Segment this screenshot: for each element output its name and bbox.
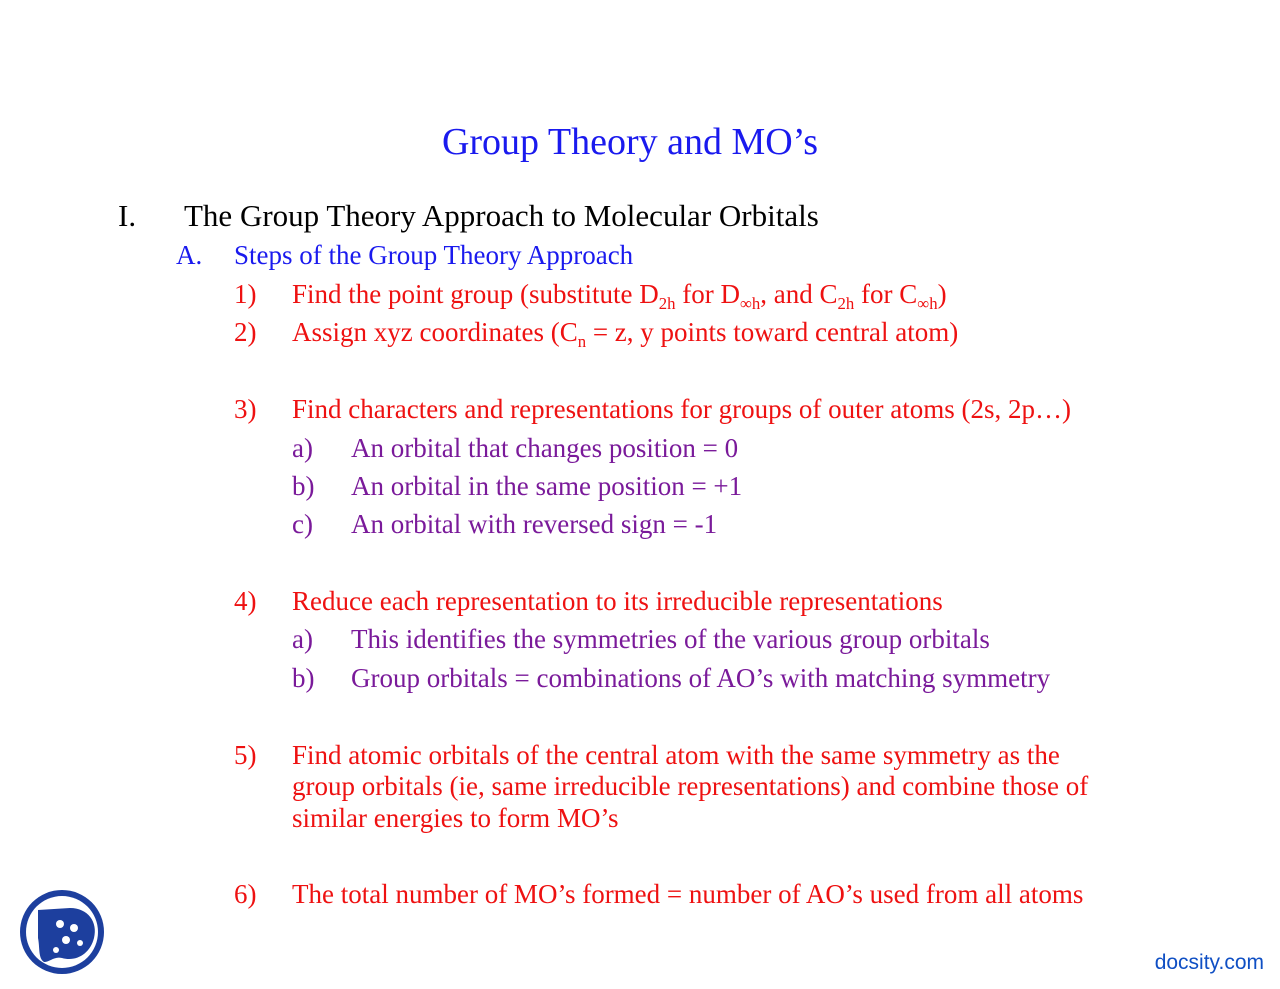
- subsection-letter: A.: [176, 240, 203, 270]
- docsity-brand-link[interactable]: docsity.com: [1154, 951, 1264, 974]
- step-text: Assign xyz coordinates ($C_n = z$, y points toward central atom): [292, 317, 959, 351]
- step-number: 3): [234, 394, 257, 424]
- substep-text: An orbital with reversed sign = -1: [351, 509, 718, 539]
- substep-text: An orbital in the same position = +1: [351, 471, 743, 501]
- substep-letter: b): [292, 471, 315, 501]
- step-text: The total number of MO’s formed = number of AO’s used from all atoms: [292, 879, 1084, 909]
- step-text: Find characters and representations for groups of outer atoms (2s, 2p…): [292, 394, 1072, 424]
- substep-text: Group orbitals = combinations of AO’s with matching symmetry: [351, 663, 1051, 693]
- step-text: Reduce each representation to its irreducible representations: [292, 586, 943, 616]
- step-text-line: Find atomic orbitals of the central atom with the same symmetry as the: [292, 740, 1060, 770]
- step-number: 2): [234, 317, 257, 347]
- step-number: 6): [234, 879, 257, 909]
- substep-letter: a): [292, 433, 313, 463]
- page-title: Group Theory and MO’s: [441, 121, 819, 163]
- subsection-heading: Steps of the Group Theory Approach: [234, 240, 634, 270]
- step-number: 1): [234, 279, 257, 309]
- step-number: 4): [234, 586, 257, 616]
- step-text-line: similar energies to form MO’s: [292, 803, 619, 833]
- substep-letter: c): [292, 509, 313, 539]
- step-text: Find the point group (substitute $D_{2h}$ for $D_{\infty h}$, and $C_{2h}$ for $C_{\infty h}$): [292, 279, 947, 313]
- section-heading: The Group Theory Approach to Molecular Orbitals: [184, 198, 819, 233]
- substep-text: An orbital that changes position = 0: [351, 433, 739, 463]
- substep-letter: b): [292, 663, 315, 693]
- docsity-logo-icon[interactable]: [18, 888, 106, 976]
- substep-text: This identifies the symmetries of the various group orbitals: [351, 624, 990, 654]
- section-number: I.: [118, 198, 137, 233]
- step-text-line: group orbitals (ie, same irreducible representations) and combine those of: [292, 771, 1089, 801]
- substep-letter: a): [292, 624, 313, 654]
- step-number: 5): [234, 740, 257, 770]
